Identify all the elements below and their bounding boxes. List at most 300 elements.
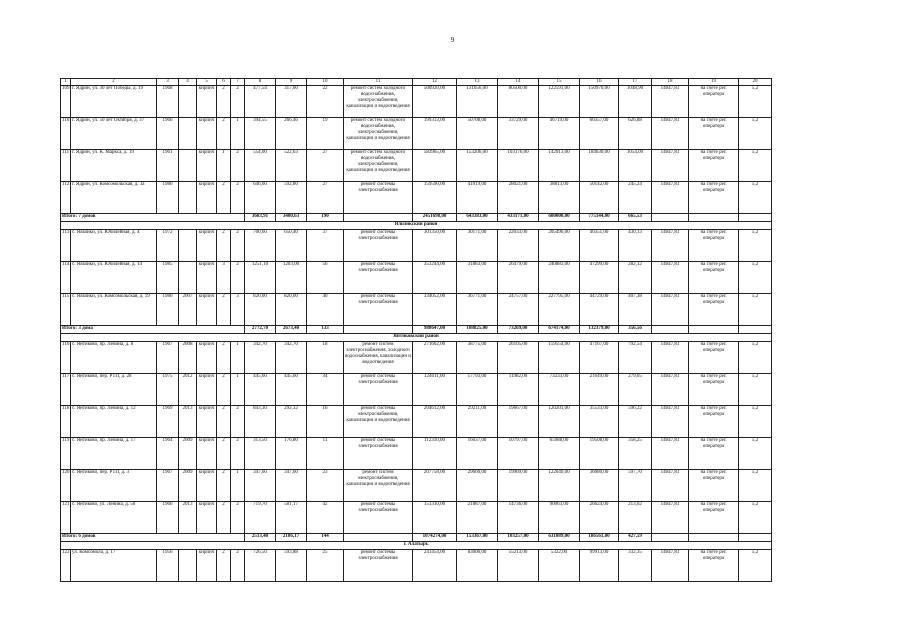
total-cost-cell: 301350,00 bbox=[413, 230, 457, 262]
address-cell: г. Ядрин, ул. 50 лет Октября, д. 37 bbox=[71, 118, 157, 150]
cost-per-m2-cell: 407,38 bbox=[619, 294, 652, 326]
municipal-cost-cell: 120201,00 bbox=[539, 406, 580, 438]
floors-cell: 2 bbox=[217, 470, 231, 502]
district-header-row bbox=[61, 334, 772, 342]
entrances-cell: 3 bbox=[231, 294, 245, 326]
fund-cost-cell: 50708,00 bbox=[457, 118, 498, 150]
regional-cost-cell: 14736,00 bbox=[498, 502, 539, 534]
column-number: 13 bbox=[457, 79, 498, 86]
entrances-cell: 1 bbox=[231, 470, 245, 502]
total-cost-cell: 153310,00 bbox=[413, 502, 457, 534]
build-year-cell: 1980 bbox=[157, 294, 179, 326]
total-cost-cell: 204612,00 bbox=[413, 406, 457, 438]
address-cell: ул. Комсомола, д. 17 bbox=[71, 550, 157, 582]
floors-cell: 2 bbox=[217, 230, 231, 262]
funding-method-cell: на счете рег. оператора bbox=[689, 406, 739, 438]
subtotal-own: 186561,00 bbox=[580, 534, 619, 542]
overhaul-year-cell bbox=[179, 262, 197, 294]
owners-cost-cell: 21649,00 bbox=[580, 374, 619, 406]
entrances-cell: 2 bbox=[231, 182, 245, 214]
fund-cost-cell: 38775,00 bbox=[457, 342, 498, 374]
owners-cost-cell: 50142,00 bbox=[580, 182, 619, 214]
funding-method-cell: на счете рег. оператора bbox=[689, 438, 739, 470]
row-number-cell: 109 bbox=[61, 86, 71, 118]
regional-cost-cell: 26105,00 bbox=[498, 342, 539, 374]
subtotal-blank bbox=[739, 214, 772, 222]
limit-cost-cell: 14047,81 bbox=[652, 294, 689, 326]
limit-cost-cell: 14047,81 bbox=[652, 182, 689, 214]
fund-cost-cell: 30171,00 bbox=[457, 230, 498, 262]
residents-cell: 25 bbox=[307, 550, 344, 582]
row-number-cell: 114 bbox=[61, 262, 71, 294]
wall-material-cell: кирпич bbox=[197, 342, 217, 374]
total-cost-cell: 159590,00 bbox=[413, 182, 457, 214]
owners-cost-cell: 44729,00 bbox=[580, 294, 619, 326]
table-row bbox=[61, 342, 772, 374]
district-name: Янтиковский район bbox=[61, 334, 772, 342]
total-area-cell: 445,60 bbox=[245, 374, 276, 406]
residents-cell: 19 bbox=[307, 118, 344, 150]
address-cell: с. Яльчики, ул. Юбилейная, д. 14 bbox=[71, 262, 157, 294]
living-area-cell: 593,88 bbox=[276, 550, 307, 582]
municipal-cost-cell: 122049,00 bbox=[539, 470, 580, 502]
regional-cost-cell: 55213,00 bbox=[498, 550, 539, 582]
build-year-cell: 1964 bbox=[157, 438, 179, 470]
wall-material-cell: кирпич bbox=[197, 118, 217, 150]
subtotal-a1: 3683,91 bbox=[245, 214, 276, 222]
work-type-cell: ремонт системы электроснабжения bbox=[344, 294, 413, 326]
year-value-cell: 5,2 bbox=[739, 470, 772, 502]
cost-per-m2-cell: 792,54 bbox=[619, 342, 652, 374]
address-cell: с. Янтиково, ул. Ленина, д. 50 bbox=[71, 502, 157, 534]
capital-repair-register-table bbox=[60, 78, 772, 582]
limit-cost-cell: 14047,81 bbox=[652, 342, 689, 374]
total-area-cell: 820,00 bbox=[245, 294, 276, 326]
floors-cell: 2 bbox=[217, 374, 231, 406]
total-area-cell: 646,60 bbox=[245, 182, 276, 214]
total-cost-cell: 124611,00 bbox=[413, 374, 457, 406]
build-year-cell: 1980 bbox=[157, 182, 179, 214]
subtotal-blank bbox=[689, 534, 739, 542]
overhaul-year-cell: 2012 bbox=[179, 374, 197, 406]
municipal-cost-cell: 227795,00 bbox=[539, 294, 580, 326]
limit-cost-cell: 14047,81 bbox=[652, 118, 689, 150]
wall-material-cell: кирпич bbox=[197, 230, 217, 262]
residents-cell: 34 bbox=[307, 374, 344, 406]
row-number-cell: 119 bbox=[61, 438, 71, 470]
column-number: 8 bbox=[245, 79, 276, 86]
subtotal-per: 427,59 bbox=[619, 534, 652, 542]
owners-cost-cell: 60357,00 bbox=[580, 118, 619, 150]
funding-method-cell: на счете рег. оператора bbox=[689, 182, 739, 214]
work-type-cell: ремонт системы электроснабжения bbox=[344, 438, 413, 470]
regional-cost-cell: 24757,00 bbox=[498, 294, 539, 326]
regional-cost-cell: 22033,00 bbox=[498, 230, 539, 262]
subtotal-f2: 73269,00 bbox=[498, 326, 539, 334]
limit-cost-cell: 14047,81 bbox=[652, 230, 689, 262]
municipal-cost-cell: 205496,00 bbox=[539, 230, 580, 262]
fund-cost-cell: 153206,00 bbox=[457, 150, 498, 182]
living-area-cell: 347,60 bbox=[276, 470, 307, 502]
address-cell: с. Янтиково, пр. Ленина, д. 8 bbox=[71, 342, 157, 374]
fund-cost-cell: 17793,00 bbox=[457, 374, 498, 406]
limit-cost-cell: 14047,81 bbox=[652, 502, 689, 534]
total-cost-cell: 271602,00 bbox=[413, 342, 457, 374]
living-area-cell: 581,17 bbox=[276, 502, 307, 534]
floors-cell: 1 bbox=[217, 150, 231, 182]
column-number: 1 bbox=[61, 79, 71, 86]
entrances-cell: 2 bbox=[231, 438, 245, 470]
owners-cost-cell: 150970,00 bbox=[580, 86, 619, 118]
funding-method-cell: на счете рег. оператора bbox=[689, 294, 739, 326]
residents-cell: 22 bbox=[307, 86, 344, 118]
regional-cost-cell: 33729,00 bbox=[498, 118, 539, 150]
total-area-cell: 719,70 bbox=[245, 502, 276, 534]
subtotal-blank bbox=[652, 214, 689, 222]
column-number: 4 bbox=[179, 79, 197, 86]
municipal-cost-cell: 159554,00 bbox=[539, 342, 580, 374]
overhaul-year-cell bbox=[179, 230, 197, 262]
year-value-cell: 5,2 bbox=[739, 230, 772, 262]
column-number: 20 bbox=[739, 79, 772, 86]
funding-method-cell: на счете рег. оператора bbox=[689, 230, 739, 262]
overhaul-year-cell bbox=[179, 118, 197, 150]
address-cell: с. Янтиково, пр. Ленина, д. 12 bbox=[71, 406, 157, 438]
subtotal-blank bbox=[652, 534, 689, 542]
row-number-cell: 117 bbox=[61, 374, 71, 406]
year-value-cell: 5,2 bbox=[739, 374, 772, 406]
living-area-cell: 342,70 bbox=[276, 342, 307, 374]
subtotal-blank bbox=[344, 534, 413, 542]
floors-cell: 2 bbox=[217, 502, 231, 534]
wall-material-cell: кирпич bbox=[197, 294, 217, 326]
address-cell: с. Янтиково, пер. РТП, д. 28 bbox=[71, 374, 157, 406]
table-row bbox=[61, 182, 772, 214]
entrances-cell: 1 bbox=[231, 342, 245, 374]
entrances-cell: 2 bbox=[231, 86, 245, 118]
address-cell: с. Янтиково, пр. Ленина, д. 17 bbox=[71, 438, 157, 470]
total-cost-cell: 207758,00 bbox=[413, 470, 457, 502]
total-area-cell: 726,50 bbox=[245, 550, 276, 582]
wall-material-cell: кирпич bbox=[197, 470, 217, 502]
total-area-cell: 394,55 bbox=[245, 118, 276, 150]
subtotal-a1: 2772,70 bbox=[245, 326, 276, 334]
entrances-cell: 1 bbox=[231, 374, 245, 406]
living-area-cell: 1203,00 bbox=[276, 262, 307, 294]
subtotal-f1: 108825,00 bbox=[457, 326, 498, 334]
total-cost-cell: 353244,00 bbox=[413, 262, 457, 294]
entrances-cell: 2 bbox=[231, 230, 245, 262]
wall-material-cell: кирпич bbox=[197, 86, 217, 118]
total-area-cell: 342,70 bbox=[245, 342, 276, 374]
table-row bbox=[61, 470, 772, 502]
column-number: 2 bbox=[71, 79, 157, 86]
build-year-cell: 1966 bbox=[157, 118, 179, 150]
living-area-cell: 522,63 bbox=[276, 150, 307, 182]
address-cell: с. Янтиково, пер. РТП, д. 3 bbox=[71, 470, 157, 502]
build-year-cell: 1961 bbox=[157, 150, 179, 182]
floors-cell: 2 bbox=[217, 342, 231, 374]
fund-cost-cell: 131656,00 bbox=[457, 86, 498, 118]
total-area-cell: 313,50 bbox=[245, 438, 276, 470]
work-type-cell: ремонт системы электроснабжения bbox=[344, 550, 413, 582]
owners-cost-cell: 26624,00 bbox=[580, 502, 619, 534]
table-row bbox=[61, 86, 772, 118]
build-year-cell: 1969 bbox=[157, 406, 179, 438]
overhaul-year-cell: 2008 bbox=[179, 342, 197, 374]
overhaul-year-cell bbox=[179, 550, 197, 582]
build-year-cell: 1956 bbox=[157, 550, 179, 582]
cost-per-m2-cell: 358,25 bbox=[619, 438, 652, 470]
column-number: 12 bbox=[413, 79, 457, 86]
cost-per-m2-cell: 597,70 bbox=[619, 470, 652, 502]
subtotal-a2: 3400,63 bbox=[276, 214, 307, 222]
work-type-cell: ремонт системы электроснабжения bbox=[344, 182, 413, 214]
residents-cell: 23 bbox=[307, 470, 344, 502]
district-name: Яльчикский район bbox=[61, 222, 772, 230]
year-value-cell: 5,2 bbox=[739, 294, 772, 326]
subtotal-f3: 674174,00 bbox=[539, 326, 580, 334]
total-area-cell: 700,60 bbox=[245, 230, 276, 262]
overhaul-year-cell bbox=[179, 86, 197, 118]
funding-method-cell: на счете рег. оператора bbox=[689, 150, 739, 182]
total-area-cell: 554,00 bbox=[245, 150, 276, 182]
column-number: 16 bbox=[580, 79, 619, 86]
owners-cost-cell: 99913,00 bbox=[580, 550, 619, 582]
regional-cost-cell: 19667,00 bbox=[498, 406, 539, 438]
subtotal-f2: 103257,00 bbox=[498, 534, 539, 542]
funding-method-cell: на счете рег. оператора bbox=[689, 374, 739, 406]
limit-cost-cell: 14047,81 bbox=[652, 150, 689, 182]
floors-cell: 3 bbox=[217, 262, 231, 294]
subtotal-res: 190 bbox=[307, 214, 344, 222]
column-number: 18 bbox=[652, 79, 689, 86]
municipal-cost-cell: 46719,00 bbox=[539, 118, 580, 150]
municipal-cost-cell: 90063,00 bbox=[539, 502, 580, 534]
limit-cost-cell: 14047,81 bbox=[652, 406, 689, 438]
work-type-cell: ремонт систем электроснабжения, канализации и водоотведения bbox=[344, 470, 413, 502]
entrances-cell: 1 bbox=[231, 118, 245, 150]
fund-cost-cell: 16037,00 bbox=[457, 438, 498, 470]
floors-cell: 2 bbox=[217, 406, 231, 438]
table-row bbox=[61, 438, 772, 470]
overhaul-year-cell: 2009 bbox=[179, 470, 197, 502]
floors-cell: 2 bbox=[217, 438, 231, 470]
subtotal-label: Итого: 7 домов bbox=[61, 214, 245, 222]
funding-method-cell: на счете рег. оператора bbox=[689, 342, 739, 374]
row-number-cell: 122 bbox=[61, 550, 71, 582]
subtotal-f3: 600000,00 bbox=[539, 214, 580, 222]
residents-cell: 42 bbox=[307, 502, 344, 534]
regional-cost-cell: 80500,00 bbox=[498, 86, 539, 118]
total-cost-cell: 500920,00 bbox=[413, 86, 457, 118]
total-area-cell: 347,60 bbox=[245, 470, 276, 502]
subtotal-row bbox=[61, 326, 772, 334]
address-cell: с. Яльчики, ул. Юбилейная, д. 4 bbox=[71, 230, 157, 262]
floors-cell: 2 bbox=[217, 86, 231, 118]
municipal-cost-cell: 5322,00 bbox=[539, 550, 580, 582]
subtotal-a1: 2513,40 bbox=[245, 534, 276, 542]
living-area-cell: 820,00 bbox=[276, 294, 307, 326]
year-value-cell: 5,2 bbox=[739, 502, 772, 534]
residents-cell: 40 bbox=[307, 294, 344, 326]
column-number: 11 bbox=[344, 79, 413, 86]
owners-cost-cell: 36080,00 bbox=[580, 470, 619, 502]
build-year-cell: 1975 bbox=[157, 374, 179, 406]
column-number: 10 bbox=[307, 79, 344, 86]
wall-material-cell: кирпич bbox=[197, 550, 217, 582]
regional-cost-cell: 19969,00 bbox=[498, 470, 539, 502]
living-area-cell: 592,80 bbox=[276, 182, 307, 214]
regional-cost-cell: 28021,00 bbox=[498, 182, 539, 214]
subtotal-blank bbox=[689, 326, 739, 334]
total-cost-cell: 334052,00 bbox=[413, 294, 457, 326]
entrances-cell: 2 bbox=[231, 150, 245, 182]
fund-cost-cell: 31883,00 bbox=[457, 262, 498, 294]
fund-cost-cell: 29660,00 bbox=[457, 470, 498, 502]
table-row bbox=[61, 406, 772, 438]
entrances-cell: 2 bbox=[231, 406, 245, 438]
subtotal-f1: 643383,00 bbox=[457, 214, 498, 222]
subtotal-total: 2451698,00 bbox=[413, 214, 457, 222]
table-row bbox=[61, 262, 772, 294]
residents-cell: 27 bbox=[307, 182, 344, 214]
build-year-cell: 1967 bbox=[157, 470, 179, 502]
column-number: 6 bbox=[217, 79, 231, 86]
cost-per-m2-cell: 596,22 bbox=[619, 406, 652, 438]
year-value-cell: 5,2 bbox=[739, 406, 772, 438]
year-value-cell: 5,2 bbox=[739, 342, 772, 374]
overhaul-year-cell: 2013 bbox=[179, 502, 197, 534]
overhaul-year-cell bbox=[179, 150, 197, 182]
cost-per-m2-cell: 1054,09 bbox=[619, 150, 652, 182]
total-cost-cell: 241454,00 bbox=[413, 550, 457, 582]
column-number-row bbox=[61, 79, 772, 86]
wall-material-cell: кирпич bbox=[197, 374, 217, 406]
build-year-cell: 1966 bbox=[157, 502, 179, 534]
build-year-cell: 1985 bbox=[157, 262, 179, 294]
entrances-cell: 2 bbox=[231, 550, 245, 582]
residents-cell: 56 bbox=[307, 262, 344, 294]
subtotal-own: 132379,00 bbox=[580, 326, 619, 334]
owners-cost-cell: 47167,00 bbox=[580, 342, 619, 374]
residents-cell: 27 bbox=[307, 150, 344, 182]
overhaul-year-cell: 2009 bbox=[179, 438, 197, 470]
district-header-row bbox=[61, 222, 772, 230]
column-number: 9 bbox=[276, 79, 307, 86]
limit-cost-cell: 14047,81 bbox=[652, 374, 689, 406]
subtotal-res: 144 bbox=[307, 534, 344, 542]
fund-cost-cell: 83006,00 bbox=[457, 550, 498, 582]
overhaul-year-cell: 2013 bbox=[179, 406, 197, 438]
living-area-cell: 266,46 bbox=[276, 118, 307, 150]
table-row bbox=[61, 502, 772, 534]
regional-cost-cell: 103176,00 bbox=[498, 150, 539, 182]
owners-cost-cell: 35533,00 bbox=[580, 406, 619, 438]
work-type-cell: ремонт систем холодного водоснабжения, электроснабжения, канализации и водоотведения bbox=[344, 118, 413, 150]
living-area-cell: 176,80 bbox=[276, 438, 307, 470]
subtotal-label: Итого: 3 дома bbox=[61, 326, 245, 334]
row-number-cell: 111 bbox=[61, 150, 71, 182]
district-name: г. Алатырь bbox=[61, 542, 772, 550]
living-area-cell: 317,00 bbox=[276, 86, 307, 118]
row-number-cell: 112 bbox=[61, 182, 71, 214]
row-number-cell: 113 bbox=[61, 230, 71, 262]
total-cost-cell: 583965,00 bbox=[413, 150, 457, 182]
subtotal-row bbox=[61, 214, 772, 222]
subtotal-blank bbox=[739, 326, 772, 334]
address-cell: г. Ядрин, ул. Комсомольская, д. 3а bbox=[71, 182, 157, 214]
subtotal-per: 356,56 bbox=[619, 326, 652, 334]
column-number: 3 bbox=[157, 79, 179, 86]
row-number-cell: 110 bbox=[61, 118, 71, 150]
municipal-cost-cell: 142913,00 bbox=[539, 150, 580, 182]
funding-method-cell: на счете рег. оператора bbox=[689, 470, 739, 502]
column-number: 14 bbox=[498, 79, 539, 86]
year-value-cell: 5,2 bbox=[739, 438, 772, 470]
total-area-cell: 477,54 bbox=[245, 86, 276, 118]
fund-cost-cell: 36771,00 bbox=[457, 294, 498, 326]
total-cost-cell: 112310,00 bbox=[413, 438, 457, 470]
year-value-cell: 5,2 bbox=[739, 550, 772, 582]
entrances-cell: 2 bbox=[231, 262, 245, 294]
district-header-row bbox=[61, 542, 772, 550]
limit-cost-cell: 14047,81 bbox=[652, 262, 689, 294]
cost-per-m2-cell: 279,65 bbox=[619, 374, 652, 406]
regional-cost-cell: 10797,00 bbox=[498, 438, 539, 470]
municipal-cost-cell: 65988,00 bbox=[539, 438, 580, 470]
row-number-cell: 116 bbox=[61, 342, 71, 374]
subtotal-f2: 433171,00 bbox=[498, 214, 539, 222]
municipal-cost-cell: 38813,00 bbox=[539, 182, 580, 214]
work-type-cell: ремонт систем холодного водоснабжения, электроснабжения, канализации и водоотведения bbox=[344, 150, 413, 182]
subtotal-blank bbox=[739, 534, 772, 542]
cost-per-m2-cell: 332,35 bbox=[619, 550, 652, 582]
subtotal-blank bbox=[689, 214, 739, 222]
column-number: 15 bbox=[539, 79, 580, 86]
cost-per-m2-cell: 282,12 bbox=[619, 262, 652, 294]
cost-per-m2-cell: 245,24 bbox=[619, 182, 652, 214]
row-number-cell: 120 bbox=[61, 470, 71, 502]
residents-cell: 11 bbox=[307, 438, 344, 470]
funding-method-cell: на счете рег. оператора bbox=[689, 86, 739, 118]
residents-cell: 37 bbox=[307, 230, 344, 262]
year-value-cell: 5,2 bbox=[739, 182, 772, 214]
subtotal-own: 775144,00 bbox=[580, 214, 619, 222]
subtotal-per: 665,53 bbox=[619, 214, 652, 222]
fund-cost-cell: 41019,00 bbox=[457, 182, 498, 214]
residents-cell: 16 bbox=[307, 406, 344, 438]
overhaul-year-cell: 2007 bbox=[179, 294, 197, 326]
row-number-cell: 118 bbox=[61, 406, 71, 438]
fund-cost-cell: 29211,00 bbox=[457, 406, 498, 438]
subtotal-label: Итого: 6 домов bbox=[61, 534, 245, 542]
cost-per-m2-cell: 213,02 bbox=[619, 502, 652, 534]
address-cell: с. Яльчики, ул. Комсомольская, д. 19 bbox=[71, 294, 157, 326]
living-area-cell: 445,60 bbox=[276, 374, 307, 406]
wall-material-cell: кирпич bbox=[197, 182, 217, 214]
total-area-cell: 843,30 bbox=[245, 406, 276, 438]
funding-method-cell: на счете рег. оператора bbox=[689, 118, 739, 150]
column-number: 19 bbox=[689, 79, 739, 86]
table-row bbox=[61, 374, 772, 406]
wall-material-cell: кирпич bbox=[197, 406, 217, 438]
owners-cost-cell: 47299,00 bbox=[580, 262, 619, 294]
subtotal-f3: 631089,00 bbox=[539, 534, 580, 542]
year-value-cell: 5,2 bbox=[739, 150, 772, 182]
address-cell: г. Ядрин, ул. К. Маркса, д. 19 bbox=[71, 150, 157, 182]
municipal-cost-cell: 122591,00 bbox=[539, 86, 580, 118]
